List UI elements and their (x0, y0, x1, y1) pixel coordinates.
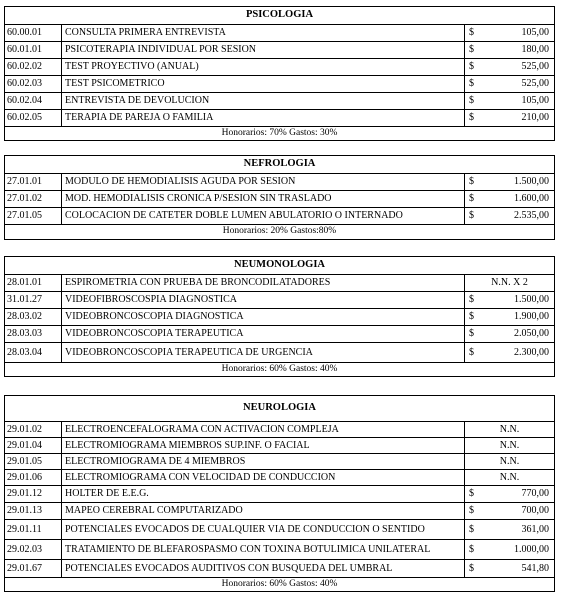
row-code: 31.01.27 (5, 292, 62, 308)
row-currency: $ (469, 505, 474, 516)
row-currency: $ (469, 61, 474, 72)
row-currency: $ (469, 562, 474, 574)
row-description: COLOCACION DE CATETER DOBLE LUMEN ABULATORIO O INTERNADO (62, 208, 465, 224)
row-code: 29.01.11 (5, 520, 62, 539)
section-neurologia (4, 395, 555, 592)
row-description: POTENCIALES EVOCADOS AUDITIVOS CON BUSQUEDA DEL UMBRAL (62, 560, 465, 577)
row-amount: 180,00 (521, 44, 549, 55)
row-description: MOD. HEMODIALISIS CRONICA P/SESION SIN TRASLADO (62, 191, 465, 207)
row-amount-nn: N.N. (499, 471, 520, 483)
row-currency: $ (469, 95, 474, 106)
table-row (5, 520, 554, 540)
row-description: VIDEOBRONCOSCOPIA TERAPEUTICA DE URGENCIA (62, 343, 465, 362)
row-description: TEST PROYECTIVO (ANUAL) (62, 59, 465, 75)
row-amount: 1.500,00 (514, 176, 549, 187)
table-row (5, 454, 554, 470)
section-footer: Honorarios: 60% Gastos: 40% (221, 578, 338, 589)
row-code: 27.01.02 (5, 191, 62, 207)
row-code: 60.02.05 (5, 110, 62, 126)
row-code: 29.01.12 (5, 486, 62, 502)
row-amount: 361,00 (521, 523, 549, 535)
table-row (5, 326, 554, 343)
row-amount: 1.600,00 (514, 193, 549, 204)
section-title: NEUMONOLOGIA (5, 257, 554, 275)
row-description: MODULO DE HEMODIALISIS AGUDA POR SESION (62, 174, 465, 190)
row-code: 27.01.01 (5, 174, 62, 190)
row-description: VIDEOBRONCOSCOPIA TERAPEUTICA (62, 326, 465, 342)
row-amount: 2.300,00 (514, 346, 549, 358)
row-description: MAPEO CEREBRAL COMPUTARIZADO (62, 503, 465, 519)
row-amount-nn: N.N. X 2 (491, 277, 528, 288)
row-description: ELECTROENCEFALOGRAMA CON ACTIVACION COMPLEJA (62, 422, 465, 437)
table-row (5, 486, 554, 503)
row-description: TERAPIA DE PAREJA O FAMILIA (62, 110, 465, 126)
row-description: CONSULTA PRIMERA ENTREVISTA (62, 25, 465, 41)
row-currency: $ (469, 210, 474, 221)
row-currency: $ (469, 543, 474, 555)
table-row (5, 540, 554, 560)
row-amount-nn: N.N. (499, 455, 520, 467)
row-currency: $ (469, 193, 474, 204)
section-footer: Honorarios: 70% Gastos: 30% (221, 127, 338, 138)
section-title: NEFROLOGIA (5, 156, 554, 174)
table-row (5, 503, 554, 520)
table-row (5, 275, 554, 292)
section-title: PSICOLOGIA (5, 7, 554, 25)
table-row (5, 59, 554, 76)
row-amount: 525,00 (521, 78, 549, 89)
row-description: PSICOTERAPIA INDIVIDUAL POR SESION (62, 42, 465, 58)
row-description: ENTREVISTA DE DEVOLUCION (62, 93, 465, 109)
row-currency: $ (469, 78, 474, 89)
section-neumonologia (4, 256, 555, 377)
table-row (5, 174, 554, 191)
row-code: 60.02.02 (5, 59, 62, 75)
table-row (5, 110, 554, 127)
table-row (5, 292, 554, 309)
row-amount-nn: N.N. (499, 423, 520, 435)
row-code: 27.01.05 (5, 208, 62, 224)
row-code: 29.01.02 (5, 422, 62, 437)
table-row (5, 208, 554, 225)
row-code: 28.03.02 (5, 309, 62, 325)
row-description: ELECTROMIOGRAMA DE 4 MIEMBROS (62, 454, 465, 469)
row-amount: 1.900,00 (514, 311, 549, 322)
row-code: 28.01.01 (5, 275, 62, 291)
row-amount: 105,00 (521, 95, 549, 106)
table-row (5, 191, 554, 208)
section-nefrologia (4, 155, 555, 240)
row-code: 29.01.05 (5, 454, 62, 469)
row-currency: $ (469, 44, 474, 55)
row-code: 60.01.01 (5, 42, 62, 58)
row-amount: 525,00 (521, 61, 549, 72)
table-row (5, 309, 554, 326)
row-code: 29.01.13 (5, 503, 62, 519)
row-code: 60.02.03 (5, 76, 62, 92)
table-row (5, 76, 554, 93)
section-footer: Honorarios: 60% Gastos: 40% (221, 363, 338, 374)
row-amount: 1.500,00 (514, 294, 549, 305)
row-description: VIDEOBRONCOSCOPIA DIAGNOSTICA (62, 309, 465, 325)
row-code: 60.02.04 (5, 93, 62, 109)
table-row (5, 42, 554, 59)
row-code: 29.01.67 (5, 560, 62, 577)
row-amount: 700,00 (521, 505, 549, 516)
table-row (5, 438, 554, 454)
row-code: 29.02.03 (5, 540, 62, 559)
row-amount: 2.535,00 (514, 210, 549, 221)
row-currency: $ (469, 27, 474, 38)
row-code: 29.01.04 (5, 438, 62, 453)
table-row (5, 343, 554, 363)
row-amount: 1.000,00 (514, 543, 549, 555)
section-footer: Honorarios: 20% Gastos:80% (222, 226, 337, 237)
table-row (5, 470, 554, 486)
table-row (5, 93, 554, 110)
row-amount: 210,00 (521, 112, 549, 123)
row-amount: 2.050,00 (514, 328, 549, 339)
row-description: POTENCIALES EVOCADOS DE CUALQUIER VIA DE CONDUCCION O SENTIDO (62, 520, 465, 539)
row-currency: $ (469, 328, 474, 339)
row-currency: $ (469, 294, 474, 305)
row-currency: $ (469, 176, 474, 187)
row-currency: $ (469, 112, 474, 123)
row-currency: $ (469, 311, 474, 322)
row-amount: 770,00 (521, 488, 549, 499)
table-row (5, 560, 554, 578)
row-amount-nn: N.N. (499, 439, 520, 451)
row-code: 28.03.03 (5, 326, 62, 342)
row-amount: 105,00 (521, 27, 549, 38)
row-currency: $ (469, 488, 474, 499)
section-psicologia (4, 6, 555, 141)
row-code: 28.03.04 (5, 343, 62, 362)
row-currency: $ (469, 523, 474, 535)
table-row (5, 422, 554, 438)
row-description: ELECTROMIOGRAMA MIEMBROS SUP.INF. O FACIAL (62, 438, 465, 453)
row-amount: 541,80 (521, 562, 549, 574)
row-description: ESPIROMETRIA CON PRUEBA DE BRONCODILATADORES (62, 275, 465, 291)
row-description: ELECTROMIOGRAMA CON VELOCIDAD DE CONDUCCION (62, 470, 465, 485)
row-code: 29.01.06 (5, 470, 62, 485)
row-description: TEST PSICOMETRICO (62, 76, 465, 92)
section-title: NEUROLOGIA (5, 396, 554, 422)
row-description: TRATAMIENTO DE BLEFAROSPASMO CON TOXINA BOTULIMICA UNILATERAL (62, 540, 465, 559)
row-currency: $ (469, 346, 474, 358)
row-description: HOLTER DE E.E.G. (62, 486, 465, 502)
table-row (5, 25, 554, 42)
row-code: 60.00.01 (5, 25, 62, 41)
row-description: VIDEOFIBROSCOSPIA DIAGNOSTICA (62, 292, 465, 308)
